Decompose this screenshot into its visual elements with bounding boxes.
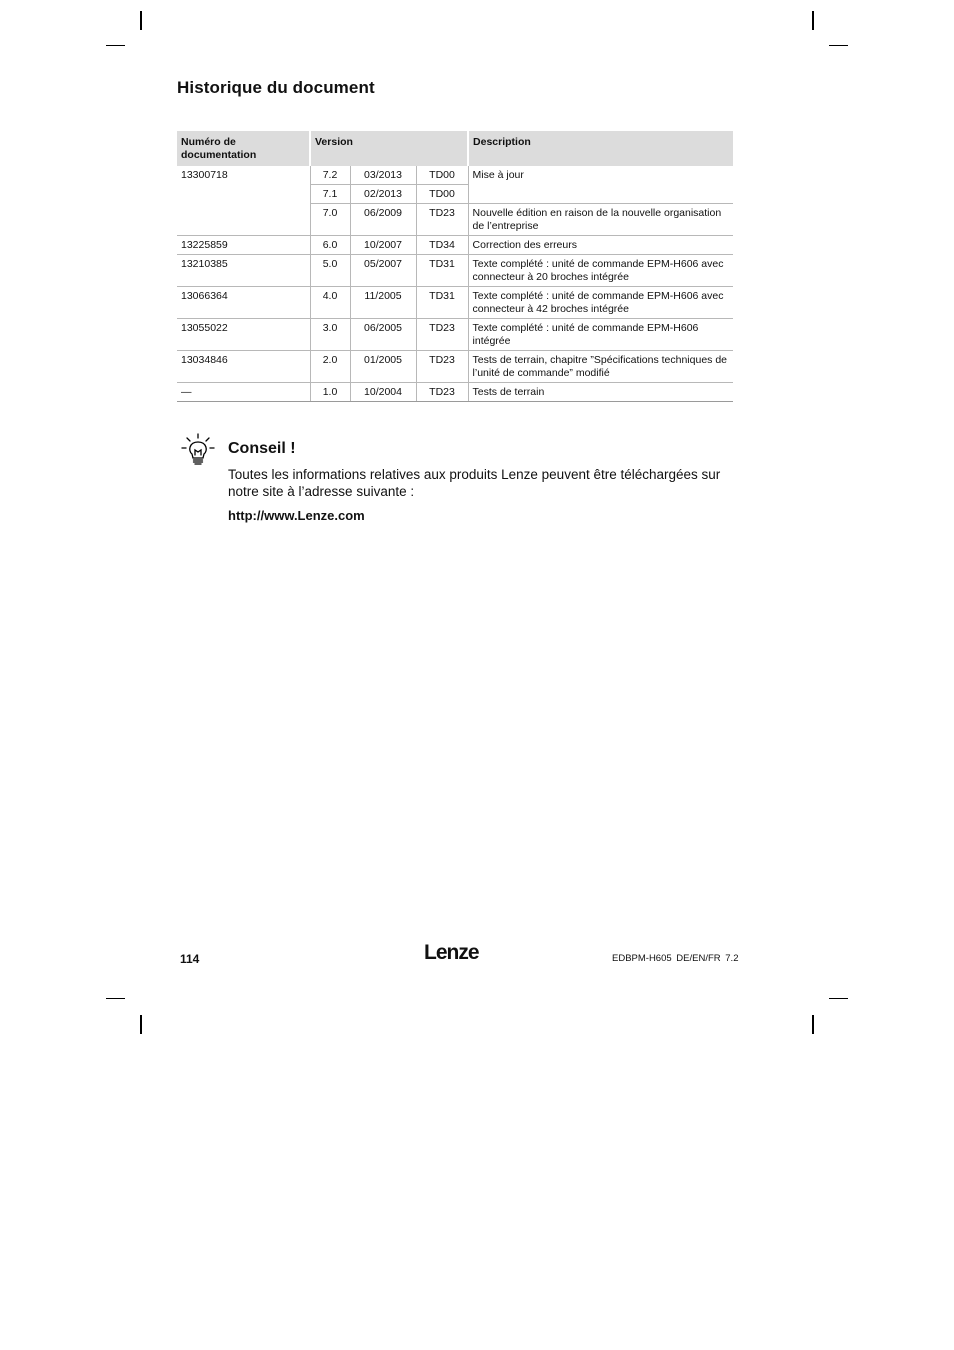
doc-number-cell	[177, 185, 310, 204]
date-cell: 05/2007	[350, 255, 416, 287]
version-cell: 4.0	[310, 287, 350, 319]
doc-number-cell: —	[177, 383, 310, 402]
table-row	[177, 236, 733, 255]
date-cell: 02/2013	[350, 185, 416, 204]
crop-mark	[106, 998, 125, 999]
crop-mark	[829, 45, 848, 46]
date-cell: 06/2005	[350, 319, 416, 351]
tip-title: Conseil !	[228, 440, 296, 457]
code-cell: TD31	[416, 255, 468, 287]
code-cell: TD23	[416, 351, 468, 383]
page-title: Historique du document	[177, 78, 375, 97]
description-cell	[468, 185, 733, 204]
date-cell: 11/2005	[350, 287, 416, 319]
code-cell: TD34	[416, 236, 468, 255]
version-cell: 1.0	[310, 383, 350, 402]
version-cell: 3.0	[310, 319, 350, 351]
table-row	[177, 255, 733, 287]
table-row	[177, 351, 733, 383]
version-cell: 2.0	[310, 351, 350, 383]
crop-mark	[812, 11, 814, 30]
table-row	[177, 287, 733, 319]
table-row	[177, 185, 733, 204]
description-cell: Texte complété : unité de commande EPM-H606 avec connecteur à 20 broches intégrée	[468, 255, 733, 287]
tip-text: Toutes les informations relatives aux produits Lenze peuvent être téléchargées sur notre site à l’adresse suivante :	[228, 467, 721, 499]
table-row	[177, 383, 733, 402]
code-cell: TD23	[416, 204, 468, 236]
version-cell: 7.1	[310, 185, 350, 204]
doc-number-cell: 13055022	[177, 319, 310, 351]
date-cell: 06/2009	[350, 204, 416, 236]
code-cell: TD23	[416, 319, 468, 351]
crop-mark	[812, 1015, 814, 1034]
doc-number-cell: 13300718	[181, 169, 228, 181]
code-cell: TD31	[416, 287, 468, 319]
header-doc-number: Numéro de documentation	[177, 131, 310, 166]
website-link[interactable]: http://www.Lenze.com	[228, 508, 365, 523]
version-cell: 6.0	[310, 236, 350, 255]
code-cell: TD00	[416, 185, 468, 204]
crop-mark	[829, 998, 848, 999]
table-row	[177, 166, 733, 185]
description-cell: Texte complété : unité de commande EPM-H606 avec connecteur à 42 broches intégrée	[468, 287, 733, 319]
doc-number-cell: 13034846	[177, 351, 310, 383]
doc-number-cell: 13225859	[177, 236, 310, 255]
crop-mark	[106, 45, 125, 46]
table-row	[177, 204, 733, 236]
description-cell: Tests de terrain	[468, 383, 733, 402]
lightbulb-icon	[181, 433, 215, 467]
doc-number-cell	[177, 204, 310, 236]
description-cell: Nouvelle édition en raison de la nouvelle organisation de l’entreprise	[468, 204, 733, 236]
document-history-table	[177, 131, 733, 402]
code-cell: TD00	[416, 166, 468, 185]
table-row	[177, 319, 733, 351]
lenze-logo: Lenze	[424, 941, 479, 964]
doc-number-cell: 13210385	[177, 255, 310, 287]
description-cell: Tests de terrain, chapitre ”Spécifications techniques de l’unité de commande” modifié	[468, 351, 733, 383]
date-cell: 03/2013	[350, 166, 416, 185]
code-cell: TD23	[416, 383, 468, 402]
date-cell: 01/2005	[350, 351, 416, 383]
description-cell: Texte complété : unité de commande EPM-H606 intégrée	[468, 319, 733, 351]
crop-mark	[140, 1015, 142, 1034]
date-cell: 10/2007	[350, 236, 416, 255]
doc-number-cell: 13066364	[177, 287, 310, 319]
header-version: Version	[310, 131, 468, 166]
version-cell: 5.0	[310, 255, 350, 287]
description-cell: Correction des erreurs	[468, 236, 733, 255]
description-cell: Mise à jour	[468, 166, 733, 185]
header-description: Description	[468, 131, 733, 166]
crop-mark	[140, 11, 142, 30]
date-cell: 10/2004	[350, 383, 416, 402]
version-cell: 7.0	[310, 204, 350, 236]
page-number: 114	[180, 952, 200, 966]
document-code: EDBPM-H605 DE/EN/FR 7.2	[612, 953, 739, 964]
version-cell: 7.2	[310, 166, 350, 185]
